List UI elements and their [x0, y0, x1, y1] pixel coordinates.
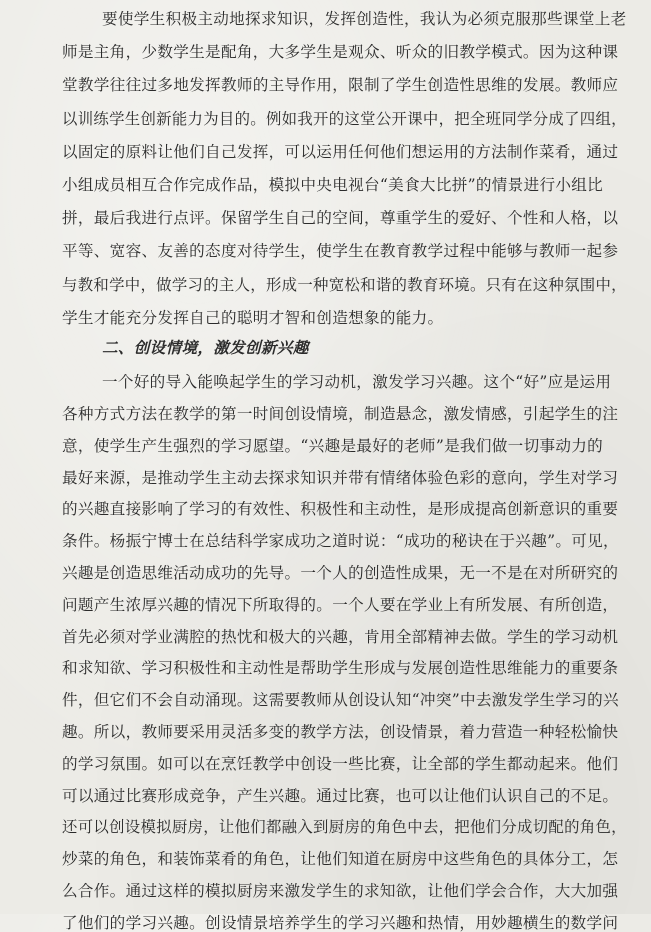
- text-line: 以固定的原料让他们自己发挥，可以运用任何他们想运用的方法制作菜肴，通过: [62, 142, 619, 161]
- text-line: 与教和学中，做学习的主人，形成一种宽松和谐的教育环境。只有在这种氛围中，: [62, 275, 627, 294]
- text-line: 炒菜的角色，和装饰菜肴的角色，让他们知道在厨房中这些角色的具体分工，怎: [62, 850, 619, 869]
- section-heading: 二、创设情境，激发创新兴趣: [102, 338, 309, 357]
- text-line: 件，但它们不会自动涌现。这需要教师从创设认知“冲突”中去激发学生学习的兴: [62, 691, 619, 710]
- text-line: 和求知欲、学习积极性和主动性是帮助学生形成与发展创造性思维能力的重要条: [62, 659, 619, 678]
- text-line: 的学习氛围。如可以在烹饪教学中创设一些比赛，让全部的学生都动起来。他们: [62, 754, 619, 773]
- text-line: 首先必须对学业满腔的热忱和极大的兴趣，肯用全部精神去做。学生的学习动机: [62, 627, 619, 646]
- text-line: 师是主角，少数学生是配角，大多学生是观众、听众的旧教学模式。因为这种课: [62, 43, 619, 62]
- text-line: 堂教学往往过多地发挥教师的主导作用，限制了学生创造性思维的发展。教师应: [62, 76, 619, 95]
- text-line: 可以通过比赛形成竞争，产生兴趣。通过比赛，也可以让他们认识自己的不足。: [62, 786, 619, 805]
- text-line: 以训练学生创新能力为目的。例如我开的这堂公开课中，把全班同学分成了四组，: [62, 109, 627, 128]
- text-line: 的兴趣直接影响了学习的有效性、积极性和主动性，是形成提高创新意识的重要: [62, 500, 619, 519]
- text-line: 拼，最后我进行点评。保留学生自己的空间，尊重学生的爱好、个性和人格，以: [62, 209, 619, 228]
- text-line: 了他们的学习兴趣。创设情景培养学生的学习兴趣和热情，用妙趣横生的数学问: [62, 913, 619, 932]
- text-line: 要使学生积极主动地探求知识，发挥创造性，我认为必须克服那些课堂上老: [102, 10, 627, 28]
- text-line: 兴趣是创造思维活动成功的先导。一个人的创造性成果，无一不是在对所研究的: [62, 564, 619, 582]
- text-line: 平等、宽容、友善的态度对待学生，使学生在教育教学过程中能够与教师一起参: [62, 242, 619, 261]
- text-line: 最好来源，是推动学生主动去探求知识并带有情绪体验色彩的意向，学生对学习: [62, 468, 619, 487]
- text-line: 一个好的导入能唤起学生的学习动机，激发学习兴趣。这个“好”应是运用: [102, 373, 612, 392]
- text-line: 意，使学生产生强烈的学习愿望。“兴趣是最好的老师”是我们做一切事动力的: [62, 436, 604, 455]
- text-line: 学生才能充分发挥自己的聪明才智和创造想象的能力。: [62, 308, 444, 327]
- text-line: 么合作。通过这样的模拟厨房来激发学生的求知欲，让他们学会合作，大大加强: [62, 882, 619, 900]
- text-line: 问题产生浓厚兴趣的情况下所取得的。一个人要在学业上有所发展、有所创造，: [62, 595, 619, 614]
- text-line: 还可以创设模拟厨房，让他们都融入到厨房的角色中去，把他们分成切配的角色，: [62, 818, 627, 837]
- text-line: 各种方式方法在教学的第一时间创设情境，制造悬念，激发情感，引起学生的注: [62, 405, 619, 423]
- text-line: 趣。所以，教师要采用灵活多变的教学方法，创设情景，着力营造一种轻松愉快: [62, 723, 619, 741]
- text-line: 小组成员相互合作完成作品，模拟中央电视台“美食大比拼”的情景进行小组比: [62, 176, 604, 194]
- text-line: 条件。杨振宁博士在总结科学家成功之道时说：“成功的秘诀在于兴趣”。可见，: [62, 532, 619, 551]
